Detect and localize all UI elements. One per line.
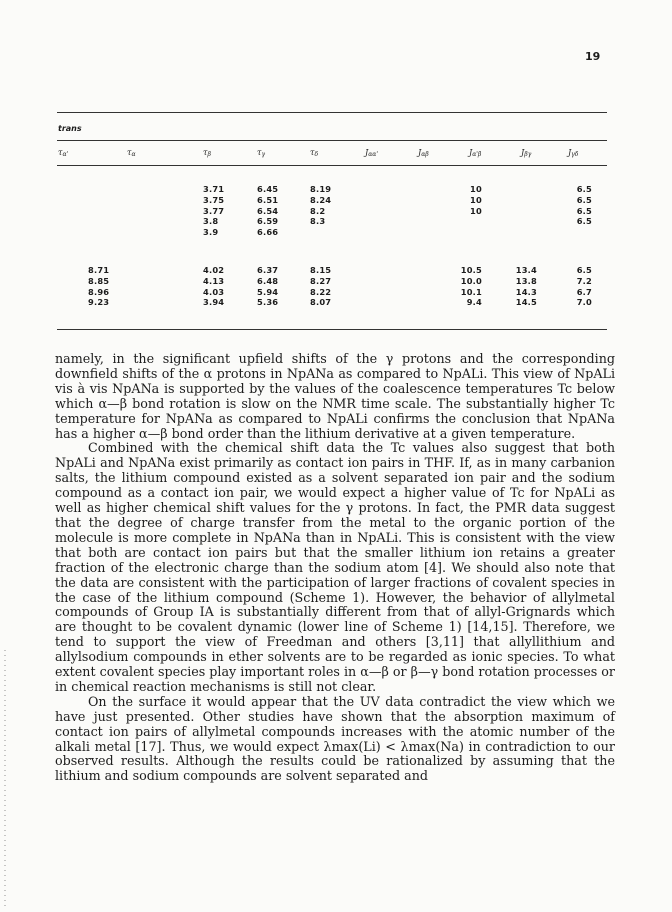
body-text <box>55 352 615 784</box>
column-header <box>418 148 429 158</box>
table-cell: 4.13 <box>203 275 225 286</box>
header-subscript: α'β <box>472 151 482 158</box>
table-cell: 9.23 <box>88 297 110 308</box>
table-cell: 6.5 <box>576 216 592 227</box>
table-cell: 3.77 <box>203 205 225 216</box>
table-cell: 10 <box>470 205 482 216</box>
table-cell: 8.3 <box>310 216 326 227</box>
table-cell: 4.02 <box>203 265 225 275</box>
column-header <box>203 148 211 158</box>
page-number: 19 <box>585 50 601 63</box>
scan-artifact <box>4 650 6 910</box>
table-cell: 6.51 <box>257 194 279 205</box>
table-cell: 5.36 <box>257 297 279 308</box>
header-symbol: τ <box>127 148 132 157</box>
table-cell: 6.45 <box>257 184 279 194</box>
table-cell: 6.54 <box>257 205 279 216</box>
table-cell: 6.5 <box>576 194 592 205</box>
table-cell: 13.8 <box>515 275 537 286</box>
table-top-rule <box>57 112 607 113</box>
table-cell: 14.5 <box>515 297 537 308</box>
table-header-top-rule <box>57 140 607 141</box>
column-header <box>58 148 68 158</box>
table-caption: trans <box>58 124 82 133</box>
header-symbol: τ <box>58 148 63 157</box>
table-cell: 6.59 <box>257 216 279 227</box>
header-symbol: J <box>469 148 473 157</box>
header-symbol: J <box>365 148 369 157</box>
table-cell: 6.66 <box>257 227 279 238</box>
table-cell: 8.71 <box>88 265 110 275</box>
header-subscript: αβ <box>421 151 429 158</box>
table-cell: 10.1 <box>460 286 482 297</box>
table-header-bottom-rule <box>57 165 607 166</box>
header-symbol: J <box>568 148 572 157</box>
header-subscript: γδ <box>571 151 579 158</box>
paragraph: Combined with the chemical shift data the Tc values also suggest that both NpALi and NpANa exist primarily as contact ion pairs in THF. If, as in many carbanion salts, the lithium compound existed as a solvent separated ion pair and the sodium compound as a contact ion pair, we would expect a higher value of Tc for NpALi as well as higher chemical shift values for the γ protons. In fact, the PMR data suggest that the degree of charge transfer from the metal to the organic portion of the molecule is more complete in NpANa than in NpALi. This is consistent with the view that both are contact ion pairs but that the smaller lithium ion retains a greater fraction of the electronic charge than the sodium atom [4]. We should also note that the data are consistent with the participation of larger fractions of covalent species in the case of the lithium compound (Scheme 1). However, the behavior of allylmetal compounds of Group IA is substantially different from that of allyl-Grignards which are thought to be covalent dynamic (lower line of Scheme 1) [14,15]. Therefore, we tend to support the view of Freedman and others [3,11] that allyllithium and allylsodium compounds in ether solvents are to be regarded as ionic species. To what extent covalent species play important roles in α—β or β—γ bond rotation processes or in chemical reaction mechanisms is still not clear. <box>55 440 615 694</box>
table-cell: 6.5 <box>576 184 592 194</box>
header-symbol: τ <box>203 148 208 157</box>
table-cell: 5.94 <box>257 286 279 297</box>
table-cell: 8.85 <box>88 275 110 286</box>
table-cell: 6.5 <box>576 205 592 216</box>
table-cell: 8.96 <box>88 286 110 297</box>
table-cell: 8.19 <box>310 184 332 194</box>
table-cell: 8.27 <box>310 275 332 286</box>
table-cell: 7.2 <box>576 275 592 286</box>
header-subscript: βγ <box>524 151 532 158</box>
column-header <box>310 148 318 158</box>
column-header <box>365 148 378 158</box>
table-cell: 8.24 <box>310 194 332 205</box>
table-cell: 8.07 <box>310 297 332 308</box>
table-cell: 10.0 <box>460 275 482 286</box>
table-cell: 8.2 <box>310 205 326 216</box>
table-cell: 14.3 <box>515 286 537 297</box>
paragraph: On the surface it would appear that the UV data contradict the view which we have just presented. Other studies have shown that the absorption maximum of contact ion pairs of allylmetal compounds increases with the atomic number of the alkali metal [17]. Thus, we would expect λmax(Li) < λmax(Na) in contradiction to our observed results. Although the results could be rationalized by assuming that the lithium and sodium compounds are solvent separated and <box>55 693 615 784</box>
header-symbol: J <box>418 148 422 157</box>
table-cell: 3.71 <box>203 184 225 194</box>
paragraph: namely, in the significant upfield shifts of the γ protons and the corresponding downfield shifts of the α protons in NpANa as compared to NpALi. This view of NpALi vis à vis NpANa is supported by the values of the coalescence temperatures Tc below which α—β bond rotation is slow on the NMR time scale. The substantially higher Tc temperature for NpANa as compared to NpALi confirms the conclusion that NpANa has a higher α—β bond order than the lithium derivative at a given temperature. <box>55 351 615 441</box>
table-cell: 4.03 <box>203 286 225 297</box>
table-cell: 6.37 <box>257 265 279 275</box>
header-symbol: τ <box>310 148 315 157</box>
table-cell: 10.5 <box>460 265 482 275</box>
table-cell: 13.4 <box>515 265 537 275</box>
header-subscript: γ <box>261 151 266 158</box>
column-header <box>469 148 481 158</box>
table-cell: 9.4 <box>466 297 482 308</box>
table-cell: 10 <box>470 184 482 194</box>
table-cell: 3.9 <box>203 227 219 238</box>
table-cell: 6.48 <box>257 275 279 286</box>
column-header <box>568 148 578 158</box>
table-cell: 3.8 <box>203 216 219 227</box>
table-cell: 10 <box>470 194 482 205</box>
table-cell: 6.7 <box>576 286 592 297</box>
column-header <box>257 148 265 158</box>
table-cell: 6.5 <box>576 265 592 275</box>
header-subscript: β <box>207 151 211 158</box>
table-cell: 7.0 <box>576 297 592 308</box>
column-header <box>127 148 136 158</box>
header-subscript: α <box>131 151 136 158</box>
table-bottom-rule <box>57 329 607 330</box>
table-cell: 8.15 <box>310 265 332 275</box>
table-cell: 3.94 <box>203 297 225 308</box>
header-subscript: α' <box>62 151 69 158</box>
header-symbol: τ <box>257 148 262 157</box>
header-subscript: αα' <box>368 151 378 158</box>
table-cell: 8.22 <box>310 286 332 297</box>
header-subscript: δ <box>314 151 319 158</box>
header-symbol: J <box>521 148 525 157</box>
table-cell: 3.75 <box>203 194 225 205</box>
column-header <box>521 148 531 158</box>
